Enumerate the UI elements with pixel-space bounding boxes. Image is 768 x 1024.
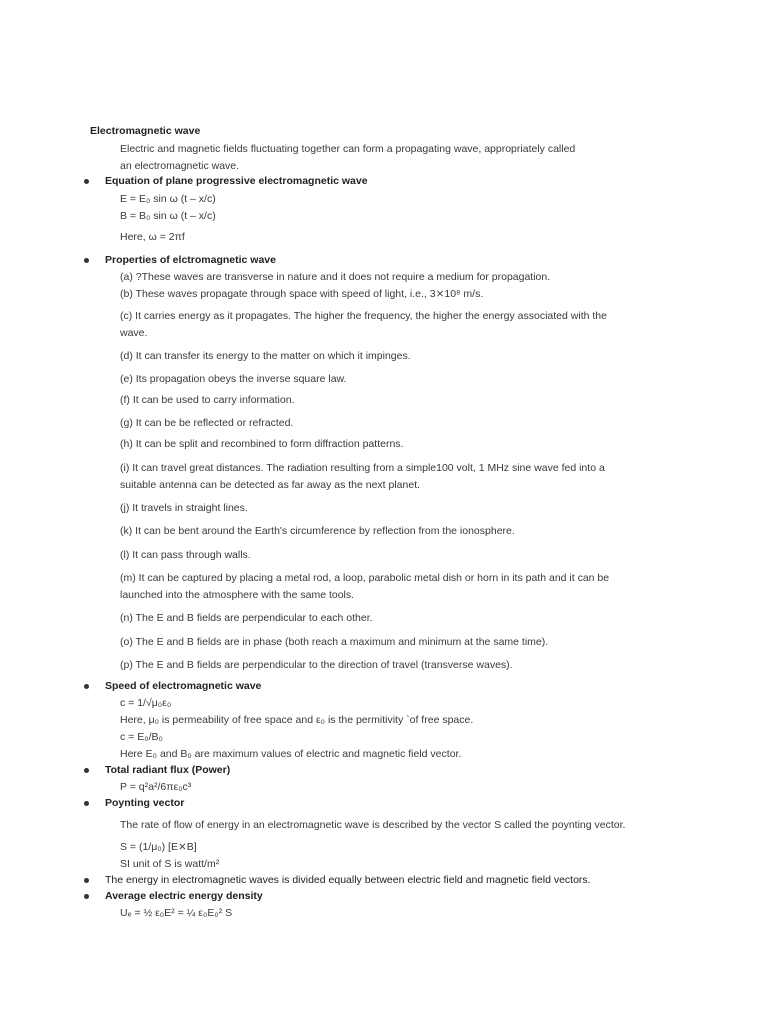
density-heading: Average electric energy density — [105, 890, 263, 902]
density-formula: Uₑ = ½ ε₀E² = ¼ ε₀E₀² S — [120, 907, 233, 919]
flux-heading: Total radiant flux (Power) — [105, 764, 231, 776]
bullet-icon — [84, 768, 89, 773]
omega-line: Here, ω = 2πf — [120, 231, 185, 243]
property-l: (l) It can pass through walls. — [120, 549, 251, 561]
speed-note-2: Here E₀ and B₀ are maximum values of electric and magnetic field vector. — [120, 748, 462, 760]
equation-b: B = B₀ sin ω (t – x/c) — [120, 210, 216, 222]
intro-line-2: an electromagnetic wave. — [120, 160, 240, 172]
bullet-icon — [84, 894, 89, 899]
property-m: (m) It can be captured by placing a metal rod, a loop, parabolic metal dish or horn in its path and it can be — [120, 572, 610, 584]
energy-note: The energy in electromagnetic waves is divided equally between electric field and magnetic field vectors. — [105, 874, 591, 886]
property-c: (c) It carries energy as it propagates. The higher the frequency, the higher the energy associated with the — [120, 310, 607, 322]
poynting-unit: SI unit of S is watt/m² — [120, 858, 220, 870]
property-a: (a) ?These waves are transverse in nature and it does not require a medium for propagation. — [120, 271, 551, 283]
bullet-icon — [84, 801, 89, 806]
property-d: (d) It can transfer its energy to the matter on which it impinges. — [120, 350, 411, 362]
equation-e: E = E₀ sin ω (t – x/c) — [120, 193, 216, 205]
bullet-icon — [84, 179, 89, 184]
doc-title: Electromagnetic wave — [90, 125, 201, 137]
property-m-cont: launched into the atmosphere with the same tools. — [120, 589, 355, 601]
speed-ratio: c = E₀/B₀ — [120, 731, 163, 743]
property-n: (n) The E and B fields are perpendicular to each other. — [120, 612, 373, 624]
property-b: (b) These waves propagate through space with speed of light, i.e., 3⨯10⁸ m/s. — [120, 288, 484, 300]
bullet-icon — [84, 258, 89, 263]
property-k: (k) It can be bent around the Earth's circumference by reflection from the ionosphere. — [120, 525, 515, 537]
property-j: (j) It travels in straight lines. — [120, 502, 248, 514]
property-h: (h) It can be split and recombined to form diffraction patterns. — [120, 438, 404, 450]
speed-note: Here, μ₀ is permeability of free space and ε₀ is the permitivity `of free space. — [120, 714, 474, 726]
property-o: (o) The E and B fields are in phase (both reach a maximum and minimum at the same time). — [120, 636, 549, 648]
poynting-heading: Poynting vector — [105, 797, 185, 809]
bullet-icon — [84, 878, 89, 883]
property-c-cont: wave. — [120, 327, 148, 339]
intro-line-1: Electric and magnetic fields fluctuating together can form a propagating wave, appropriately called — [120, 143, 576, 155]
poynting-description: The rate of flow of energy in an electromagnetic wave is described by the vector S called the poynting vector. — [120, 819, 626, 831]
flux-formula: P = q²a²/6πε₀c³ — [120, 781, 192, 793]
property-f: (f) It can be used to carry information. — [120, 394, 295, 406]
property-i: (i) It can travel great distances. The radiation resulting from a simple100 volt, 1 MHz sine wave fed into a — [120, 462, 605, 474]
property-e: (e) Its propagation obeys the inverse square law. — [120, 373, 347, 385]
property-g: (g) It can be be reflected or refracted. — [120, 417, 294, 429]
poynting-formula: S = (1/μ₀) [E⨯B] — [120, 841, 197, 853]
property-i-cont: suitable antenna can be detected as far away as the next planet. — [120, 479, 421, 491]
plane-wave-heading: Equation of plane progressive electromagnetic wave — [105, 175, 368, 187]
speed-formula: c = 1/√μ₀ε₀ — [120, 697, 172, 709]
properties-heading: Properties of elctromagnetic wave — [105, 254, 276, 266]
property-p: (p) The E and B fields are perpendicular to the direction of travel (transverse waves). — [120, 659, 513, 671]
bullet-icon — [84, 684, 89, 689]
speed-heading: Speed of electromagnetic wave — [105, 680, 262, 692]
